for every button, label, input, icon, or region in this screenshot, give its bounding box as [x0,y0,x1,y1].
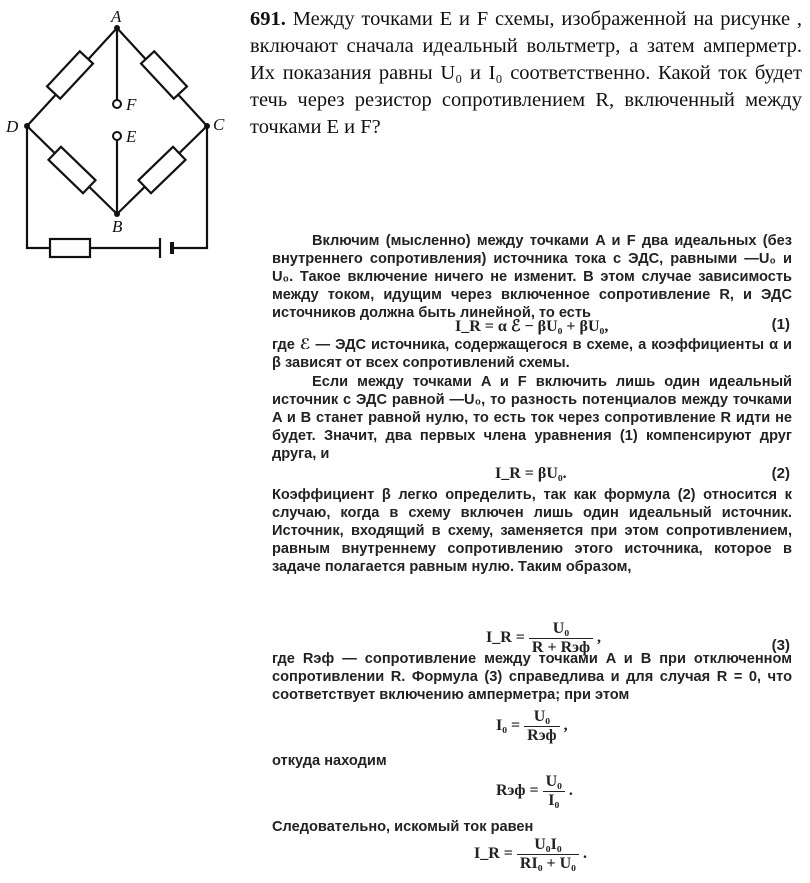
equation-4: I₀ = $\frac{\text{U₀}}{\text{Rэф}}$ , [496,708,568,744]
resistor-bottom [50,239,90,257]
resistor-ac [141,51,187,98]
solution-paragraph-6: откуда находим [272,753,387,769]
solution-paragraph-1: Включим (мысленно) между точками A и F два идеальных (без внутреннего сопротивления) источника тока с ЭДС, равными —U₀ и U₀. Такое включение ничего не изменит. В этом случае зависимость между током, идущим через включенное сопротивление R, и ЭДС источников должна быть линейной, то есть [272,233,792,321]
resistor-db [48,147,95,193]
problem-statement [250,6,802,141]
solution-paragraph-3: Если между точками A и F включить лишь один идеальный источник с ЭДС равной —U₀, то разность потенциалов между точками A и B станет равной нулю, то есть ток через сопротивление R идти не будет. Значит, два первых члена уравнения (1) компенсируют друг друга, и [272,374,792,462]
node-c [204,123,210,129]
equation-3-fraction: $\frac{\text{U₀}}{\text{R + Rэф}}$ [529,620,593,657]
terminal-e [113,132,121,140]
terminal-f [113,100,121,108]
equation-5-fraction: $\frac{\text{U₀}}{\text{I₀}}$ [543,773,565,810]
equation-6-fraction: $\frac{\text{U₀I₀}}{\text{RI₀ + U₀}}$ [517,836,579,873]
equation-4-fraction: $\frac{\text{U₀}}{\text{Rэф}}$ [524,708,559,745]
solution-paragraph-5: где Rэф — сопротивление между точками A и B при отключенном сопротивлении R. Формула (3) справедлива и для случая R = 0, что соответствует включению амперметра; при этом [272,651,792,703]
solution-paragraph-7: Следовательно, искомый ток равен [272,819,534,835]
equation-2-number: (2) [771,465,790,482]
equation-1: I_R = α ℰ − βU₀ + βU₀, [455,318,609,335]
equation-3: I_R = $\frac{\text{U₀}}{\text{R + Rэф}}$ , [486,620,602,656]
label-b: B [112,217,123,236]
equation-3-number: (3) [771,637,790,654]
label-e: E [126,127,137,146]
solution-paragraph-2: где ℰ — ЭДС источника, содержащегося в схеме, а коэффициенты α и β зависят от всех сопротивлений схемы. [272,337,792,371]
label-f: F [126,95,137,114]
circuit-diagram [0,0,250,290]
node-d [24,123,30,129]
label-d: D [6,117,19,136]
solution-paragraph-4: Коэффициент β легко определить, так как формула (2) относится к случаю, когда в схему включен лишь один идеальный источник. Источник, входящий в схему, заменяется при этом сопротивлением, равным внутреннему сопротивлению этого источника, которое в задаче полагается равным нулю. Таким образом, [272,487,792,575]
equation-6: I_R = $\frac{\text{U₀I₀}}{\text{RI₀ + U₀}}$ . [474,836,587,872]
label-c: C [213,115,225,134]
resistor-cb [138,147,185,193]
problem-text: Между точками E и F схемы, изображенной на рисунке , включают сначала идеальный вольтметр, а затем амперметр. Их показания равны U₀ и I₀ соответственно. Какой ток будет течь через резистор сопротивлением R, включенный между точками E и F? [250,8,803,138]
equation-2: I_R = βU₀. [495,465,567,482]
problem-number: 691. [250,8,286,30]
equation-5: Rэф = $\frac{\text{U₀}}{\text{I₀}}$ . [496,773,573,809]
equation-1-number: (1) [771,316,790,333]
resistor-ad [47,51,93,98]
label-a: A [111,7,122,26]
